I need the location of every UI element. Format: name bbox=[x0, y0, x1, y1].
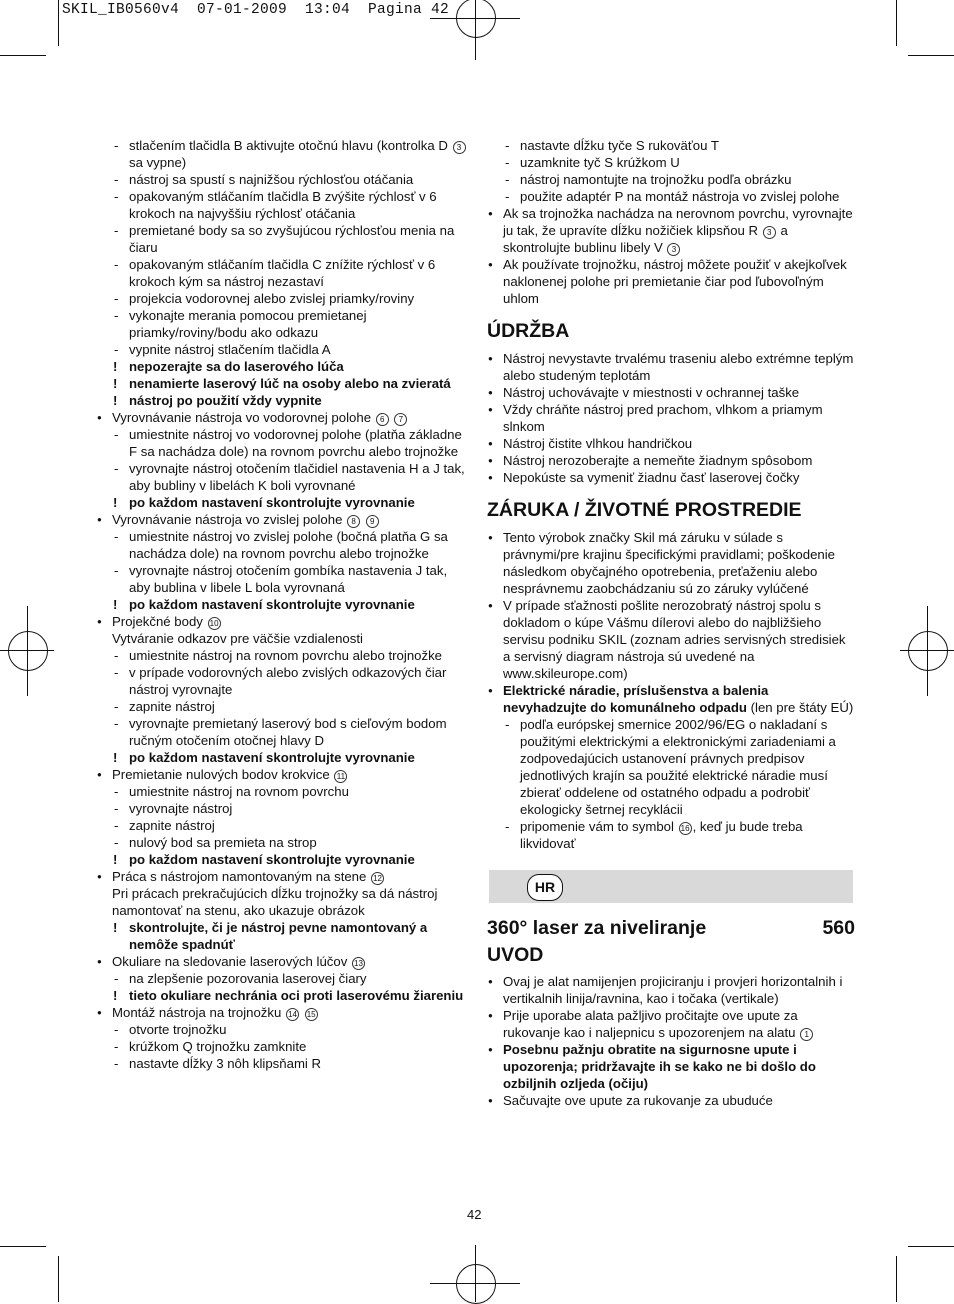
reference-number: 6 bbox=[376, 413, 389, 426]
crop-mark bbox=[0, 55, 46, 56]
registration-mark bbox=[475, 1245, 476, 1302]
list-item: - pripomenie vám to symbol 16 , keď ju bude treba likvidovať bbox=[487, 818, 855, 852]
warning-item: ! nepozerajte sa do laserového lúča bbox=[96, 358, 468, 375]
list-item: - vypnite nástroj stlačením tlačidla A bbox=[96, 341, 468, 358]
reference-number: 11 bbox=[334, 770, 347, 783]
section-heading: ÚDRŽBA bbox=[487, 320, 570, 342]
list-item: - vyrovnajte nástroj otočením tlačidiel nastavenia H a J tak, aby bubliny v libelách K boli vyrovnané bbox=[96, 460, 468, 494]
list-item: - uzamknite tyč S krúžkom U bbox=[487, 154, 855, 171]
bullet-item: ● Práca s nástrojom namontovaným na stene 12 bbox=[96, 868, 468, 885]
list-item: - umiestnite nástroj vo zvislej polohe (bočná platňa G sa nachádza dole) na rovnom povrchu alebo trojnožke bbox=[96, 528, 468, 562]
bullet-item: ● Nástroj nerozoberajte a nemeňte žiadnym spôsobom bbox=[487, 452, 855, 469]
list-item: - opakovaným stláčaním tlačidla C znížite rýchlosť v 6 krokoch kým sa nástroj nezastaví bbox=[96, 256, 468, 290]
bullet-item: ● Posebnu pažnju obratite na sigurnosne upute i upozorenja; pridržavajte ih se kako ne bi došlo do ozbiljnih ozljeda (očiju) bbox=[487, 1041, 855, 1092]
list-item: - nastavte dĺžku tyče S rukoväťou T bbox=[487, 137, 855, 154]
list-item: - vykonajte merania pomocou premietanej priamky/roviny/bodu ako odkazu bbox=[96, 307, 468, 341]
crop-mark bbox=[908, 55, 954, 56]
reference-number: 12 bbox=[371, 872, 384, 885]
bullet-item: ● Ak sa trojnožka nachádza na nerovnom povrchu, vyrovnajte ju tak, že upravíte dĺžku nožičiek klipsňou R 3 a skontrolujte bublinu libely V 3 bbox=[487, 205, 855, 256]
crop-mark bbox=[0, 1246, 46, 1247]
bullet-item: ● Nástroj nevystavte trvalému traseniu alebo extrémne teplým alebo studeným teplotám bbox=[487, 350, 855, 384]
registration-mark bbox=[456, 1264, 496, 1304]
reference-number: 3 bbox=[667, 243, 680, 256]
product-name: 360° laser za niveliranje bbox=[487, 917, 707, 939]
warning-item: ! po každom nastavení skontrolujte vyrovnanie bbox=[96, 749, 468, 766]
bullet-item: ● Vždy chráňte nástroj pred prachom, vlhkom a priamym slnkom bbox=[487, 401, 855, 435]
paragraph: Vytváranie odkazov pre väčšie vzdialenosti bbox=[112, 631, 363, 646]
reference-number: 1 bbox=[800, 1028, 813, 1041]
bullet-item: ● Vyrovnávanie nástroja vo zvislej polohe 8 9 bbox=[96, 511, 468, 528]
warning-item: ! nenamierte laserový lúč na osoby alebo na zvieratá bbox=[96, 375, 468, 392]
file-header: SKIL_IB0560v4 07-01-2009 13:04 Pagina 42 bbox=[62, 2, 450, 18]
crop-mark bbox=[896, 0, 897, 46]
warning-item: ! po každom nastavení skontrolujte vyrovnanie bbox=[96, 851, 468, 868]
list-item: - na zlepšenie pozorovania laserovej čiary bbox=[96, 970, 468, 987]
bullet-item: ● Ak používate trojnožku, nástroj môžete použiť v akejkoľvek naklonenej polohe pri premietanie čiar pod ľubovoľným uhlom bbox=[487, 256, 855, 307]
registration-mark bbox=[927, 606, 928, 696]
bullet-item: ● Elektrické náradie, príslušenstva a balenia nevyhadzujte do komunálneho odpadu (len pre štáty EÚ) bbox=[487, 682, 855, 716]
list-item: - nastavte dĺžky 3 nôh klipsňami R bbox=[96, 1055, 468, 1072]
language-band bbox=[489, 870, 853, 903]
list-item: - projekcia vodorovnej alebo zvislej priamky/roviny bbox=[96, 290, 468, 307]
paragraph: Pri prácach prekračujúcich dĺžku trojnožky sa dá nástroj namontovať na stenu, ako ukazuje obrázok bbox=[112, 886, 438, 918]
list-item: - nástroj sa spustí s najnižšou rýchlosťou otáčania bbox=[96, 171, 468, 188]
bullet-item: ● Vyrovnávanie nástroja vo vodorovnej polohe 6 7 bbox=[96, 409, 468, 426]
list-item: - umiestnite nástroj na rovnom povrchu bbox=[96, 783, 468, 800]
warning-item: ! tieto okuliare nechránia oci proti laserovému žiareniu bbox=[96, 987, 468, 1004]
list-item: - zapnite nástroj bbox=[96, 698, 468, 715]
reference-number: 3 bbox=[763, 226, 776, 239]
bullet-item: ● Nástroj čistite vlhkou handričkou bbox=[487, 435, 855, 452]
list-item: - umiestnite nástroj vo vodorovnej polohe (platňa základne F sa nachádza dole) na rovnom povrchu alebo trojnožke bbox=[96, 426, 468, 460]
bullet-item: ● Prije uporabe alata pažljivo pročitajte ove upute za rukovanje kao i naljepnicu s upozorenjem na alatu 1 bbox=[487, 1007, 855, 1041]
right-column bbox=[487, 137, 855, 1109]
list-item: - vyrovnajte nástroj otočením gombíka nastavenia J tak, aby bublina v libele L bola vyrovnaná bbox=[96, 562, 468, 596]
list-item: - vyrovnajte premietaný laserový bod s cieľovým bodom ručným otočením otočnej hlavy D bbox=[96, 715, 468, 749]
list-item: - otvorte trojnožku bbox=[96, 1021, 468, 1038]
bullet-item: ● Projekčné body 10 bbox=[96, 613, 468, 630]
reference-number: 14 bbox=[286, 1008, 299, 1021]
registration-mark bbox=[430, 1283, 520, 1284]
registration-mark bbox=[900, 650, 954, 651]
left-column bbox=[96, 137, 468, 1072]
bullet-item: ● Premietanie nulových bodov krokvice 11 bbox=[96, 766, 468, 783]
crop-mark bbox=[896, 1256, 897, 1302]
product-model: 560 bbox=[822, 917, 855, 939]
registration-mark bbox=[908, 631, 948, 671]
crop-mark bbox=[58, 1256, 59, 1302]
bullet-item: ● Montáž nástroja na trojnožku 14 15 bbox=[96, 1004, 468, 1021]
reference-number: 13 bbox=[352, 957, 365, 970]
registration-mark bbox=[456, 0, 496, 38]
crop-mark bbox=[908, 1246, 954, 1247]
reference-number: 9 bbox=[366, 515, 379, 528]
section-heading: ZÁRUKA / ŽIVOTNÉ PROSTREDIE bbox=[487, 499, 802, 521]
list-item: - umiestnite nástroj na rovnom povrchu alebo trojnožke bbox=[96, 647, 468, 664]
section-heading: UVOD bbox=[487, 944, 544, 966]
registration-mark bbox=[475, 0, 476, 60]
warning-item: ! po každom nastavení skontrolujte vyrovnanie bbox=[96, 596, 468, 613]
bullet-item: ● Sačuvajte ove upute za rukovanje za ubuduće bbox=[487, 1092, 855, 1109]
list-item: - krúžkom Q trojnožku zamknite bbox=[96, 1038, 468, 1055]
list-item: - stlačením tlačidla B aktivujte otočnú hlavu (kontrolka D 3 sa vypne) bbox=[96, 137, 468, 171]
bullet-item: ● Nepokúste sa vymeniť žiadnu časť laserovej čočky bbox=[487, 469, 855, 486]
registration-mark bbox=[27, 606, 28, 696]
list-item: - podľa európskej smernice 2002/96/EG o nakladaní s použitými elektrickými a elektronickými zariadeniami a zodpovedajúcich ustanovení právnych predpisov jednotlivých krajín sa použité elektrické náradie musí zbierať oddelene od ostatného odpadu a podrobiť ekologicky šetrnej recyklácii bbox=[487, 716, 855, 818]
registration-mark bbox=[430, 18, 520, 19]
bullet-item: ● V prípade sťažnosti pošlite nerozobratý nástroj spolu s dokladom o kúpe Vášmu dílerovi alebo do najbližšieho servisu podniku SKIL (zoznam adries servisných stredisiek a servisný diagram nástroja sú uvedené na www.skileurope.com) bbox=[487, 597, 855, 682]
list-item: - vyrovnajte nástroj bbox=[96, 800, 468, 817]
list-item: - zapnite nástroj bbox=[96, 817, 468, 834]
page-number: 42 bbox=[467, 1207, 482, 1222]
bullet-item: ● Tento výrobok značky Skil má záruku v súlade s právnymi/pre krajinu špecifickými pravidlami; poškodenie následkom obyčajného opotrebenia, preťaženiu alebo nesprávnemu zaobchádzaniu sú zo záruky vylúčené bbox=[487, 529, 855, 597]
warning-item: ! skontrolujte, či je nástroj pevne namontovaný a nemôže spadnúť bbox=[96, 919, 468, 953]
bullet-item: ● Ovaj je alat namijenjen projiciranju i provjeri horizontalnih i vertikalnih linija/ravnina, kao i točaka (vertikale) bbox=[487, 973, 855, 1007]
warning-item: ! po každom nastavení skontrolujte vyrovnanie bbox=[96, 494, 468, 511]
product-title bbox=[487, 915, 855, 941]
list-item: - v prípade vodorovných alebo zvislých odkazových čiar nástroj vyrovnajte bbox=[96, 664, 468, 698]
crop-mark bbox=[58, 0, 59, 46]
reference-number: 7 bbox=[394, 413, 407, 426]
bullet-item: ● Nástroj uchovávajte v miestnosti v ochrannej taške bbox=[487, 384, 855, 401]
warning-item: ! nástroj po použití vždy vypnite bbox=[96, 392, 468, 409]
reference-number: 10 bbox=[208, 617, 221, 630]
reference-number: 16 bbox=[679, 822, 692, 835]
list-item: - použite adaptér P na montáž nástroja vo zvislej polohe bbox=[487, 188, 855, 205]
list-item: - nulový bod sa premieta na strop bbox=[96, 834, 468, 851]
registration-mark bbox=[8, 631, 48, 671]
list-item: - nástroj namontujte na trojnožku podľa obrázku bbox=[487, 171, 855, 188]
list-item: - opakovaným stláčaním tlačidla B zvýšite rýchlosť v 6 krokoch na najvyššiu rýchlosť otáčania bbox=[96, 188, 468, 222]
bullet-item: ● Okuliare na sledovanie laserových lúčov 13 bbox=[96, 953, 468, 970]
reference-number: 15 bbox=[305, 1008, 318, 1021]
language-badge: HR bbox=[527, 874, 563, 901]
reference-number: 8 bbox=[347, 515, 360, 528]
registration-mark bbox=[0, 650, 54, 651]
list-item: - premietané body sa so zvyšujúcou rýchlosťou menia na čiaru bbox=[96, 222, 468, 256]
reference-number: 3 bbox=[453, 141, 466, 154]
